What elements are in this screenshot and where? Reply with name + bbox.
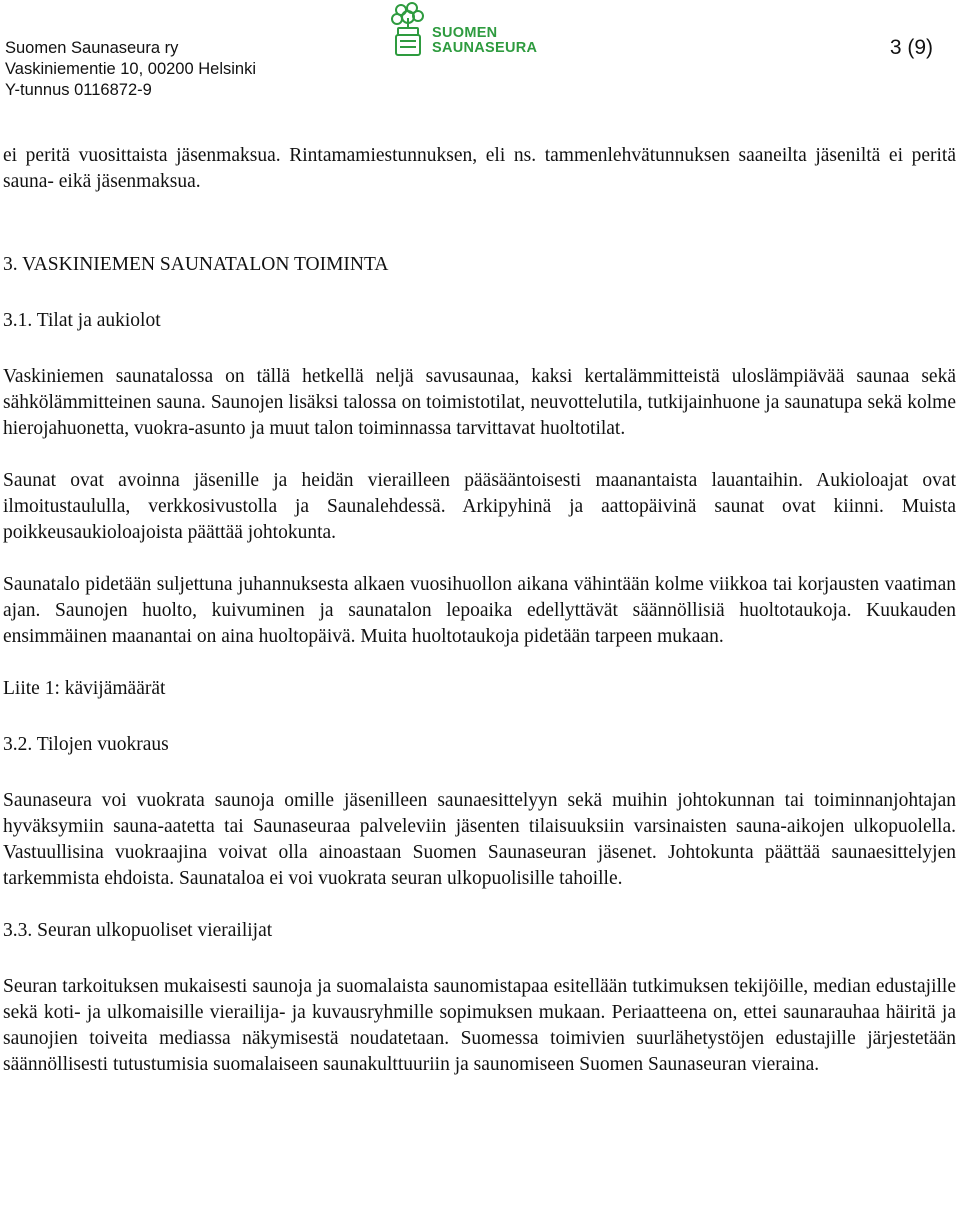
document-body (3, 143, 956, 1078)
section-3-1-paragraph-2: Saunat ovat avoinna jäsenille ja heidän vierailleen pääsääntoisesti maanantaista lauantaihin. Aukioloajat ovat ilmoitustaululla, verkkosivustolla ja Saunalehdessä. Arkipyhinä ja aattopäivinä saunat ovat kiinni. Muista poikkeusaukioloajoista päättää johtokunta. (3, 470, 956, 543)
section-3-1-paragraph-1: Vaskiniemen saunatalossa on tällä hetkellä neljä savusaunaa, kaksi kertalämmitteistä uloslämpiävää saunaa sekä sähkölämmitteinen sauna. Saunojen lisäksi talossa on toimistotilat, neuvottelutila, tutkijainhuone ja saunatupa sekä kolme hierojahuonetta, vuokra-asunto ja muut talon toiminnassa tarvittavat huoltotilat. (3, 366, 956, 439)
intro-paragraph: ei peritä vuosittaista jäsenmaksua. Rintamamiestunnuksen, eli ns. tammenlehvätunnuksen saaneilta jäseniltä ei peritä sauna- eikä jäsenmaksua. (3, 145, 956, 192)
section-3-2-heading: 3.2. Tilojen vuokraus (3, 734, 169, 755)
saunaseura-logo-icon (388, 2, 428, 58)
section-3-2-paragraph: Saunaseura voi vuokrata saunoja omille jäsenilleen saunaesittelyyn sekä muihin johtokunnan tai toiminnanjohtajan hyväksymiin sauna-aatetta tai Saunaseuraa palveleviin jäsenten tilaisuuksiin varsinaisten sauna-aikojen ulkopuolella. Vastuullisina vuokraajina voivat olla ainoastaan Suomen Saunaseuran jäsenet. Johtokunta päättää saunaesittelyjen tarkemmista ehdoista. Saunataloa ei voi vuokrata seuran ulkopuolisille tahoille. (3, 790, 956, 889)
section-3-3-paragraph: Seuran tarkoituksen mukaisesti saunoja ja suomalaista saunomistapaa esitellään tutkimuksen tekijöille, median edustajille sekä koti- ja ulkomaisille vierailija- ja kuvausryhmille sopimuksen mukaan. Periaatteena on, ettei saunarauhaa häiritä ja saunojien toiveita mediassa näkymisestä noudatetaan. Suomessa toimivien suurlähetystöjen edustajille järjestetään säännöllisesti tutustumisia suomalaiseen saunakulttuuriin ja saunomiseen Suomen Saunaseuran vieraina. (3, 976, 956, 1075)
attachment-reference: Liite 1: kävijämäärät (3, 678, 166, 699)
logo-line-1: SUOMEN (432, 25, 498, 41)
business-id: Y-tunnus 0116872-9 (5, 81, 152, 99)
organization-name: Suomen Saunaseura ry (5, 39, 179, 57)
organization-address: Vaskiniementie 10, 00200 Helsinki (5, 60, 257, 78)
section-3-3-heading: 3.3. Seuran ulkopuoliset vierailijat (3, 920, 273, 941)
saunaseura-logo (388, 2, 538, 60)
section-3-1-paragraph-3: Saunatalo pidetään suljettuna juhannuksesta alkaen vuosihuollon aikana vähintään kolme viikkoa tai korjausten vaatiman ajan. Saunojen huolto, kuivuminen ja saunatalon lepoaika edellyttävät säännöllisiä huoltotaukoja. Kuukauden ensimmäinen maanantai on aina huoltopäivä. Muita huoltotaukoja pidetään tarpeen mukaan. (3, 574, 956, 647)
section-3-heading: 3. VASKINIEMEN SAUNATALON TOIMINTA (3, 254, 389, 275)
logo-wordmark (432, 26, 537, 56)
section-3-1-heading: 3.1. Tilat ja aukiolot (3, 310, 161, 331)
organization-info (5, 38, 256, 101)
logo-line-2: SAUNASEURA (432, 40, 538, 56)
page-number: 3 (9) (889, 36, 933, 59)
